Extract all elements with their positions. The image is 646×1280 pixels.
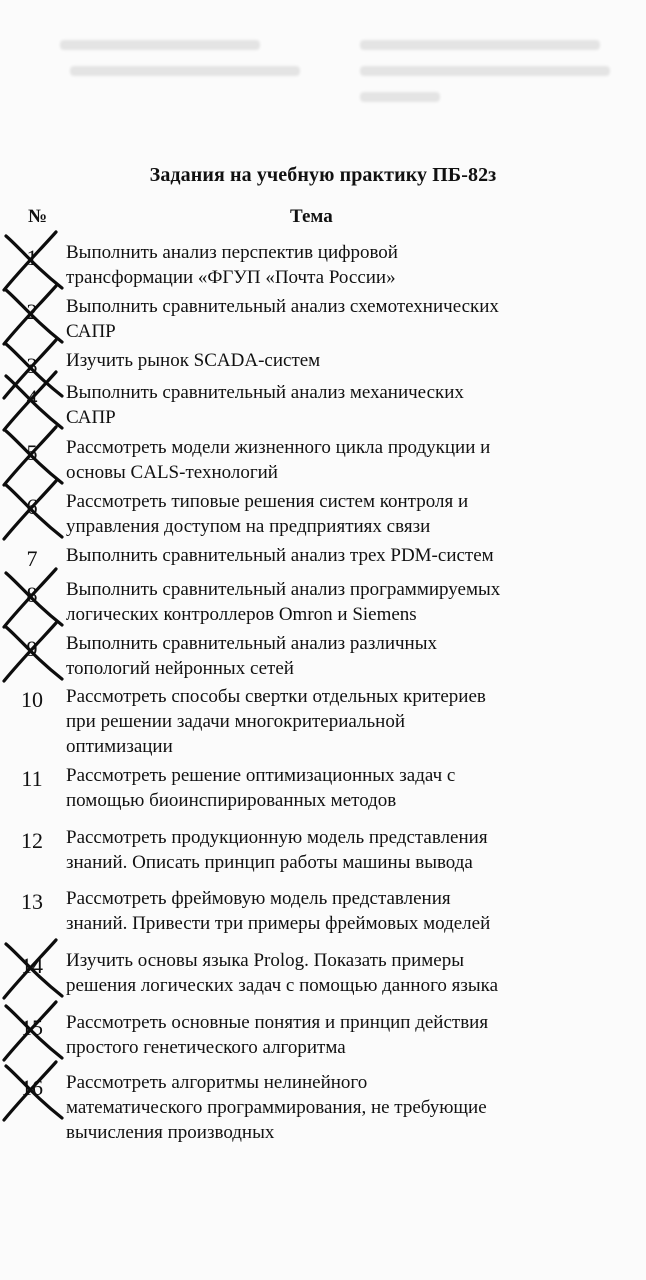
topic-text-line: Изучить рынок SCADA-систем	[66, 350, 321, 371]
topic-number: 16	[21, 1075, 43, 1100]
topic-text-line: управления доступом на предприятиях связи	[66, 516, 431, 537]
topic-text	[66, 825, 636, 875]
topic-text	[66, 631, 636, 681]
topic-text-line: математического программирования, не требующие	[66, 1097, 487, 1118]
topic-text-line: простого генетического алгоритма	[66, 1037, 346, 1058]
topic-number: 8	[26, 582, 38, 607]
topic-text-line: Рассмотреть типовые решения систем контроля и	[66, 491, 469, 512]
topic-text-line: Выполнить сравнительный анализ трех PDM-систем	[66, 545, 494, 566]
topic-text-line: Выполнить анализ перспектив цифровой	[66, 242, 398, 263]
column-header-number: №	[28, 206, 48, 227]
topic-number: 6	[26, 494, 38, 519]
topic-text	[66, 1070, 636, 1145]
topic-text	[66, 240, 636, 290]
handwritten-cross-mark	[0, 934, 70, 1004]
topic-text-line: Рассмотреть продукционную модель представления	[66, 827, 488, 848]
topic-text-line: Рассмотреть решение оптимизационных задач с	[66, 765, 456, 786]
topic-text-line: основы CALS-технологий	[66, 462, 278, 483]
topic-text	[66, 684, 636, 759]
topic-text-line: Рассмотреть алгоритмы нелинейного	[66, 1072, 368, 1093]
column-header-topic: Тема	[290, 206, 333, 227]
topic-text-line: при решении задачи многокритериальной	[66, 711, 405, 732]
topic-text	[66, 435, 636, 485]
topic-text	[66, 948, 636, 998]
topic-text-line: помощью биоинспирированных методов	[66, 790, 397, 811]
topic-number: 2	[26, 299, 38, 324]
topic-text-line: вычисления производных	[66, 1122, 275, 1143]
topic-number: 5	[26, 440, 38, 465]
topic-number: 15	[21, 1015, 43, 1040]
topic-number: 9	[26, 636, 38, 661]
topic-text-line: Рассмотреть фреймовую модель представления	[66, 888, 451, 909]
topic-text-line: Выполнить сравнительный анализ программируемых	[66, 579, 501, 600]
topic-text	[66, 543, 636, 568]
cross-stroke	[6, 627, 62, 679]
topic-text-line: Выполнить сравнительный анализ различных	[66, 633, 437, 654]
topic-text-line: САПР	[66, 321, 116, 342]
topic-text-line: Рассмотреть способы свертки отдельных критериев	[66, 686, 486, 707]
handwritten-cross-mark	[0, 617, 70, 687]
topic-number: 11	[21, 766, 43, 791]
topic-text-line: САПР	[66, 407, 116, 428]
topic-text	[66, 294, 636, 344]
cross-stroke	[6, 1066, 62, 1118]
topic-number: 14	[21, 953, 43, 978]
topic-text-line: Изучить основы языка Prolog. Показать примеры	[66, 950, 464, 971]
topic-text-line: Рассмотреть модели жизненного цикла продукции и	[66, 437, 491, 458]
topic-number: 4	[26, 385, 38, 410]
topic-text-line: топологий нейронных сетей	[66, 658, 294, 679]
topic-text	[66, 380, 636, 430]
handwritten-cross-mark	[0, 1056, 70, 1126]
cross-stroke	[6, 944, 62, 996]
topic-text-line: Выполнить сравнительный анализ механических	[66, 382, 464, 403]
topic-number: 10	[21, 687, 43, 712]
topic-text	[66, 763, 636, 813]
cross-stroke	[6, 485, 62, 537]
topic-text-line: оптимизации	[66, 736, 173, 757]
topic-text-line: знаний. Привести три примеры фреймовых моделей	[66, 913, 491, 934]
topic-text	[66, 577, 636, 627]
topic-text-line: решения логических задач с помощью данного языка	[66, 975, 499, 996]
topic-text	[66, 1010, 636, 1060]
topic-number: 12	[21, 828, 43, 853]
topic-text-line: трансформации «ФГУП «Почта России»	[66, 267, 396, 288]
topic-number: 13	[21, 889, 43, 914]
topic-text	[66, 348, 636, 373]
topic-text-line: Выполнить сравнительный анализ схемотехнических	[66, 296, 499, 317]
topic-text-line: знаний. Описать принцип работы машины вывода	[66, 852, 473, 873]
topic-text-line: Рассмотреть основные понятия и принцип действия	[66, 1012, 489, 1033]
topic-text	[66, 489, 636, 539]
page-title: Задания на учебную практику ПБ-82з	[149, 164, 497, 186]
bleed-through-text	[60, 40, 620, 120]
cross-stroke	[6, 1006, 62, 1058]
topic-text	[66, 886, 636, 936]
topic-number: 7	[26, 546, 38, 571]
topic-number: 1	[26, 245, 38, 270]
topic-text-line: логических контроллеров Omron и Siemens	[66, 604, 417, 625]
handwritten-cross-mark	[0, 475, 70, 545]
topic-number: 3	[26, 353, 38, 378]
